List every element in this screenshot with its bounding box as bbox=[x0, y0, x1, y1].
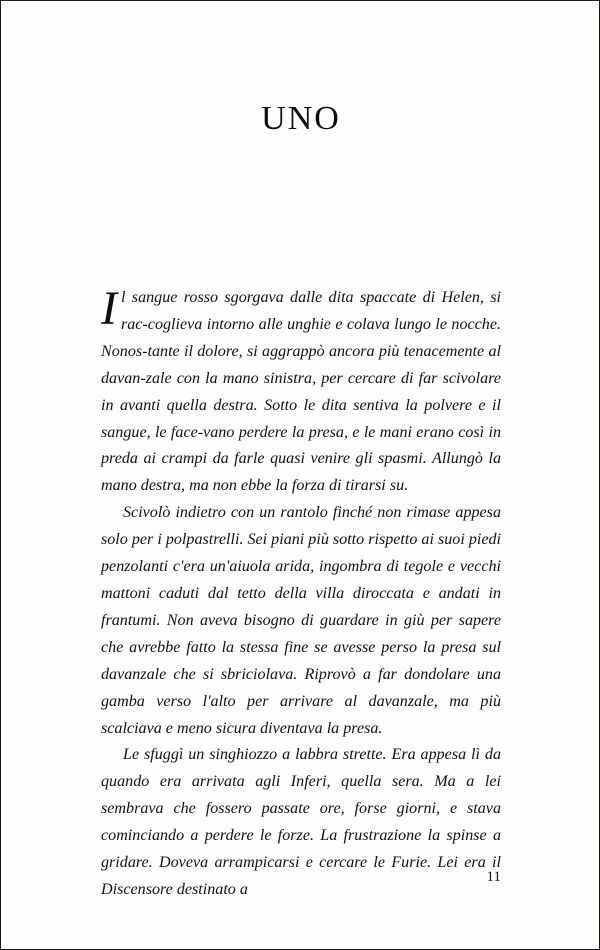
body-paragraph: Le sfuggì un singhiozzo a labbra strette. Era appesa lì da quando era arrivata agli Inferi, quella sera. Ma a lei sembrava che fossero passate ore, forse giorni, e stava cominciando a perdere le forze. La frustrazione la spinse a gridare. Doveva arrampicarsi e cercare le Furie. Lei era il Discensore destinato a bbox=[101, 746, 501, 898]
page-number: 11 bbox=[486, 869, 501, 885]
body-paragraph: Scivolò indietro con un rantolo finché non rimase appesa solo per i polpastrelli. Sei piani più sotto rispetto ai suoi piedi penzolanti c'era un'aiuola arida, ingombra di tegole e vecchi mattoni caduti dal tetto della villa diroccata e andati in frantumi. Non aveva bisogno di guardare in giù per sapere che avrebbe fatto la stessa fine se avesse perso la presa sul davanzale che si sbriciolava. Riprovò a far dondolare una gamba verso l'alto per arrivare al davanzale, ma più scalciava e meno sicura diventava la presa. bbox=[101, 504, 501, 737]
chapter-heading: UNO bbox=[261, 99, 341, 137]
body-text-block bbox=[101, 282, 501, 904]
body-paragraph: Il sangue rosso sgorgava dalle dita spaccate di Helen, si rac-coglieva intorno alle unghie e colava lungo le nocche. Nonos-tante il dolore, si aggrappò ancora più tenacemente al davan-zale con la mano sinistra, per cercare di far scivolare in avanti quella destra. Sotto le dita sentiva la polvere e il sangue, le face-vano perdere la presa, e le mani erano così in preda ai crampi da farle quasi venire gli spasmi. Allungò la mano destra, ma non ebbe la forza di tirarsi su. bbox=[101, 282, 501, 495]
